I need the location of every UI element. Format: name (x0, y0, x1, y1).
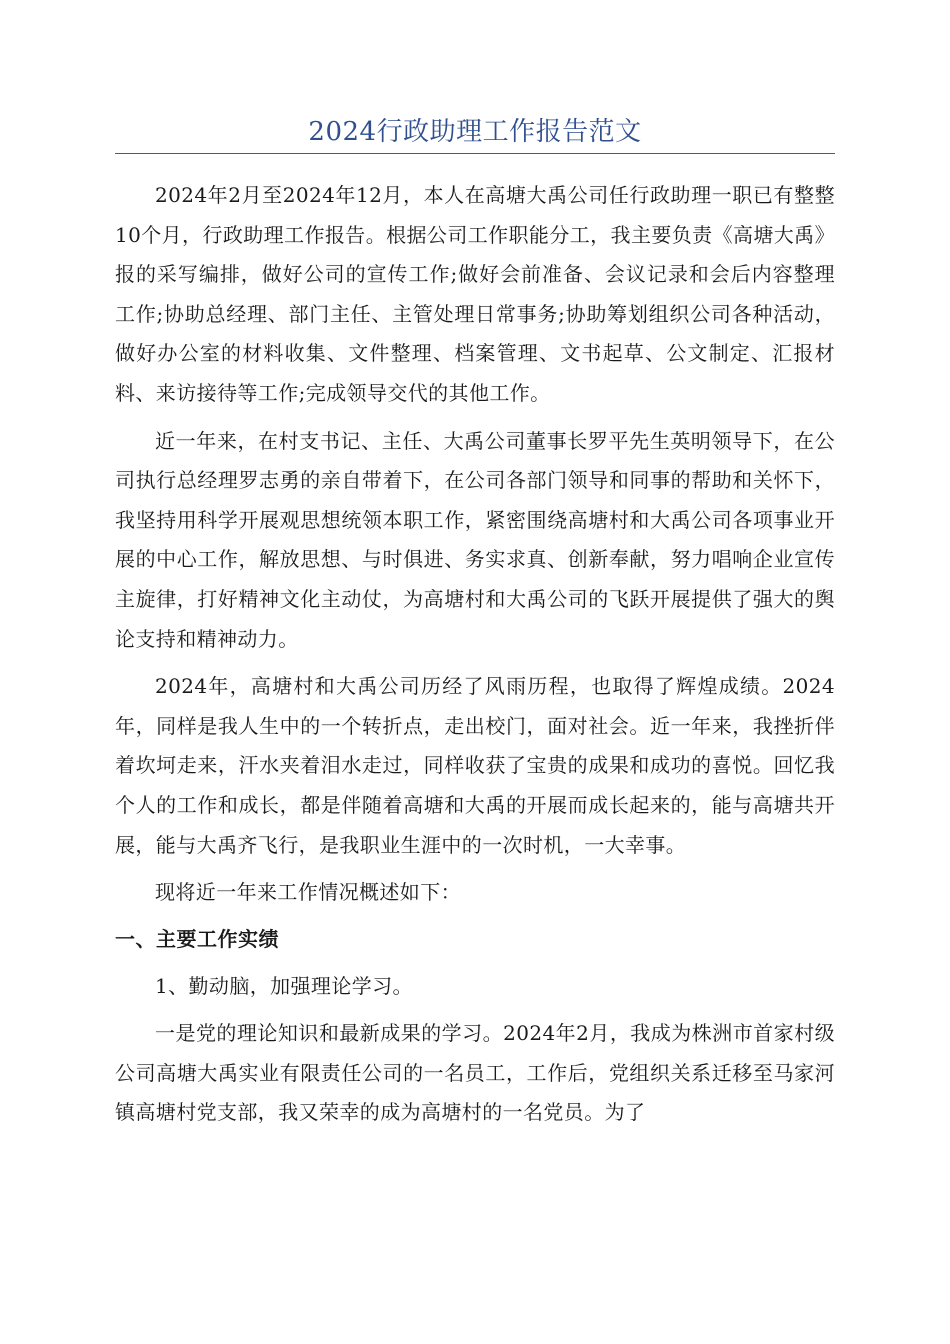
section-heading: 一、主要工作实绩 (115, 926, 279, 951)
paragraph-leadership: 近一年来，在村支书记、主任、大禹公司董事长罗平先生英明领导下，在公司执行总经理罗志勇的亲自带着下，在公司各部门领导和同事的帮助和关怀下，我坚持用科学开展观思想统领本职工作，紧密围绕高塘村和大禹公司各项事业开展的中心工作，解放思想、与时俱进、务实求真、创新奉献，努力唱响企业宣传主旋律，打好精神文化主动仗，为高塘村和大禹公司的飞跃开展提供了强大的舆论支持和精神动力。 (115, 428, 835, 651)
paragraph-party-study: 一是党的理论知识和最新成果的学习。2024年2月，我成为株洲市首家村级公司高塘大禹实业有限责任公司的一名员工，工作后，党组织关系迁移至马家河镇高塘村党支部，我又荣幸的成为高塘村的一名党员。为了 (115, 1021, 835, 1125)
subsection-title: 1、勤动脑，加强理论学习。 (155, 973, 413, 998)
paragraph-summary-intro: 现将近一年来工作情况概述如下： (155, 880, 461, 905)
document-body (115, 176, 835, 1141)
paragraph-intro: 2024年2月至2024年12月，本人在高塘大禹公司任行政助理一职已有整整10个月，行政助理工作报告。根据公司工作职能分工，我主要负责《高塘大禹》报的采写编排，做好公司的宣传工作;做好会前准备、会议记录和会后内容整理工作;协助总经理、部门主任、主管处理日常事务;协助筹划组织公司各种活动，做好办公室的材料收集、文件整理、档案管理、文书起草、公文制定、汇报材料、来访接待等工作;完成领导交代的其他工作。 (115, 183, 835, 405)
document-title: 2024行政助理工作报告范文 (308, 117, 642, 147)
title-underline (115, 153, 835, 154)
paragraph-year-review: 2024年，高塘村和大禹公司历经了风雨历程，也取得了辉煌成绩。2024年，同样是我人生中的一个转折点，走出校门，面对社会。近一年来，我挫折伴着坎坷走来，汗水夹着泪水走过，同样收获了宝贵的成果和成功的喜悦。回忆我个人的工作和成长，都是伴随着高塘和大禹的开展而成长起来的，能与高塘共开展，能与大禹齐飞行，是我职业生涯中的一次时机，一大幸事。 (115, 674, 835, 857)
